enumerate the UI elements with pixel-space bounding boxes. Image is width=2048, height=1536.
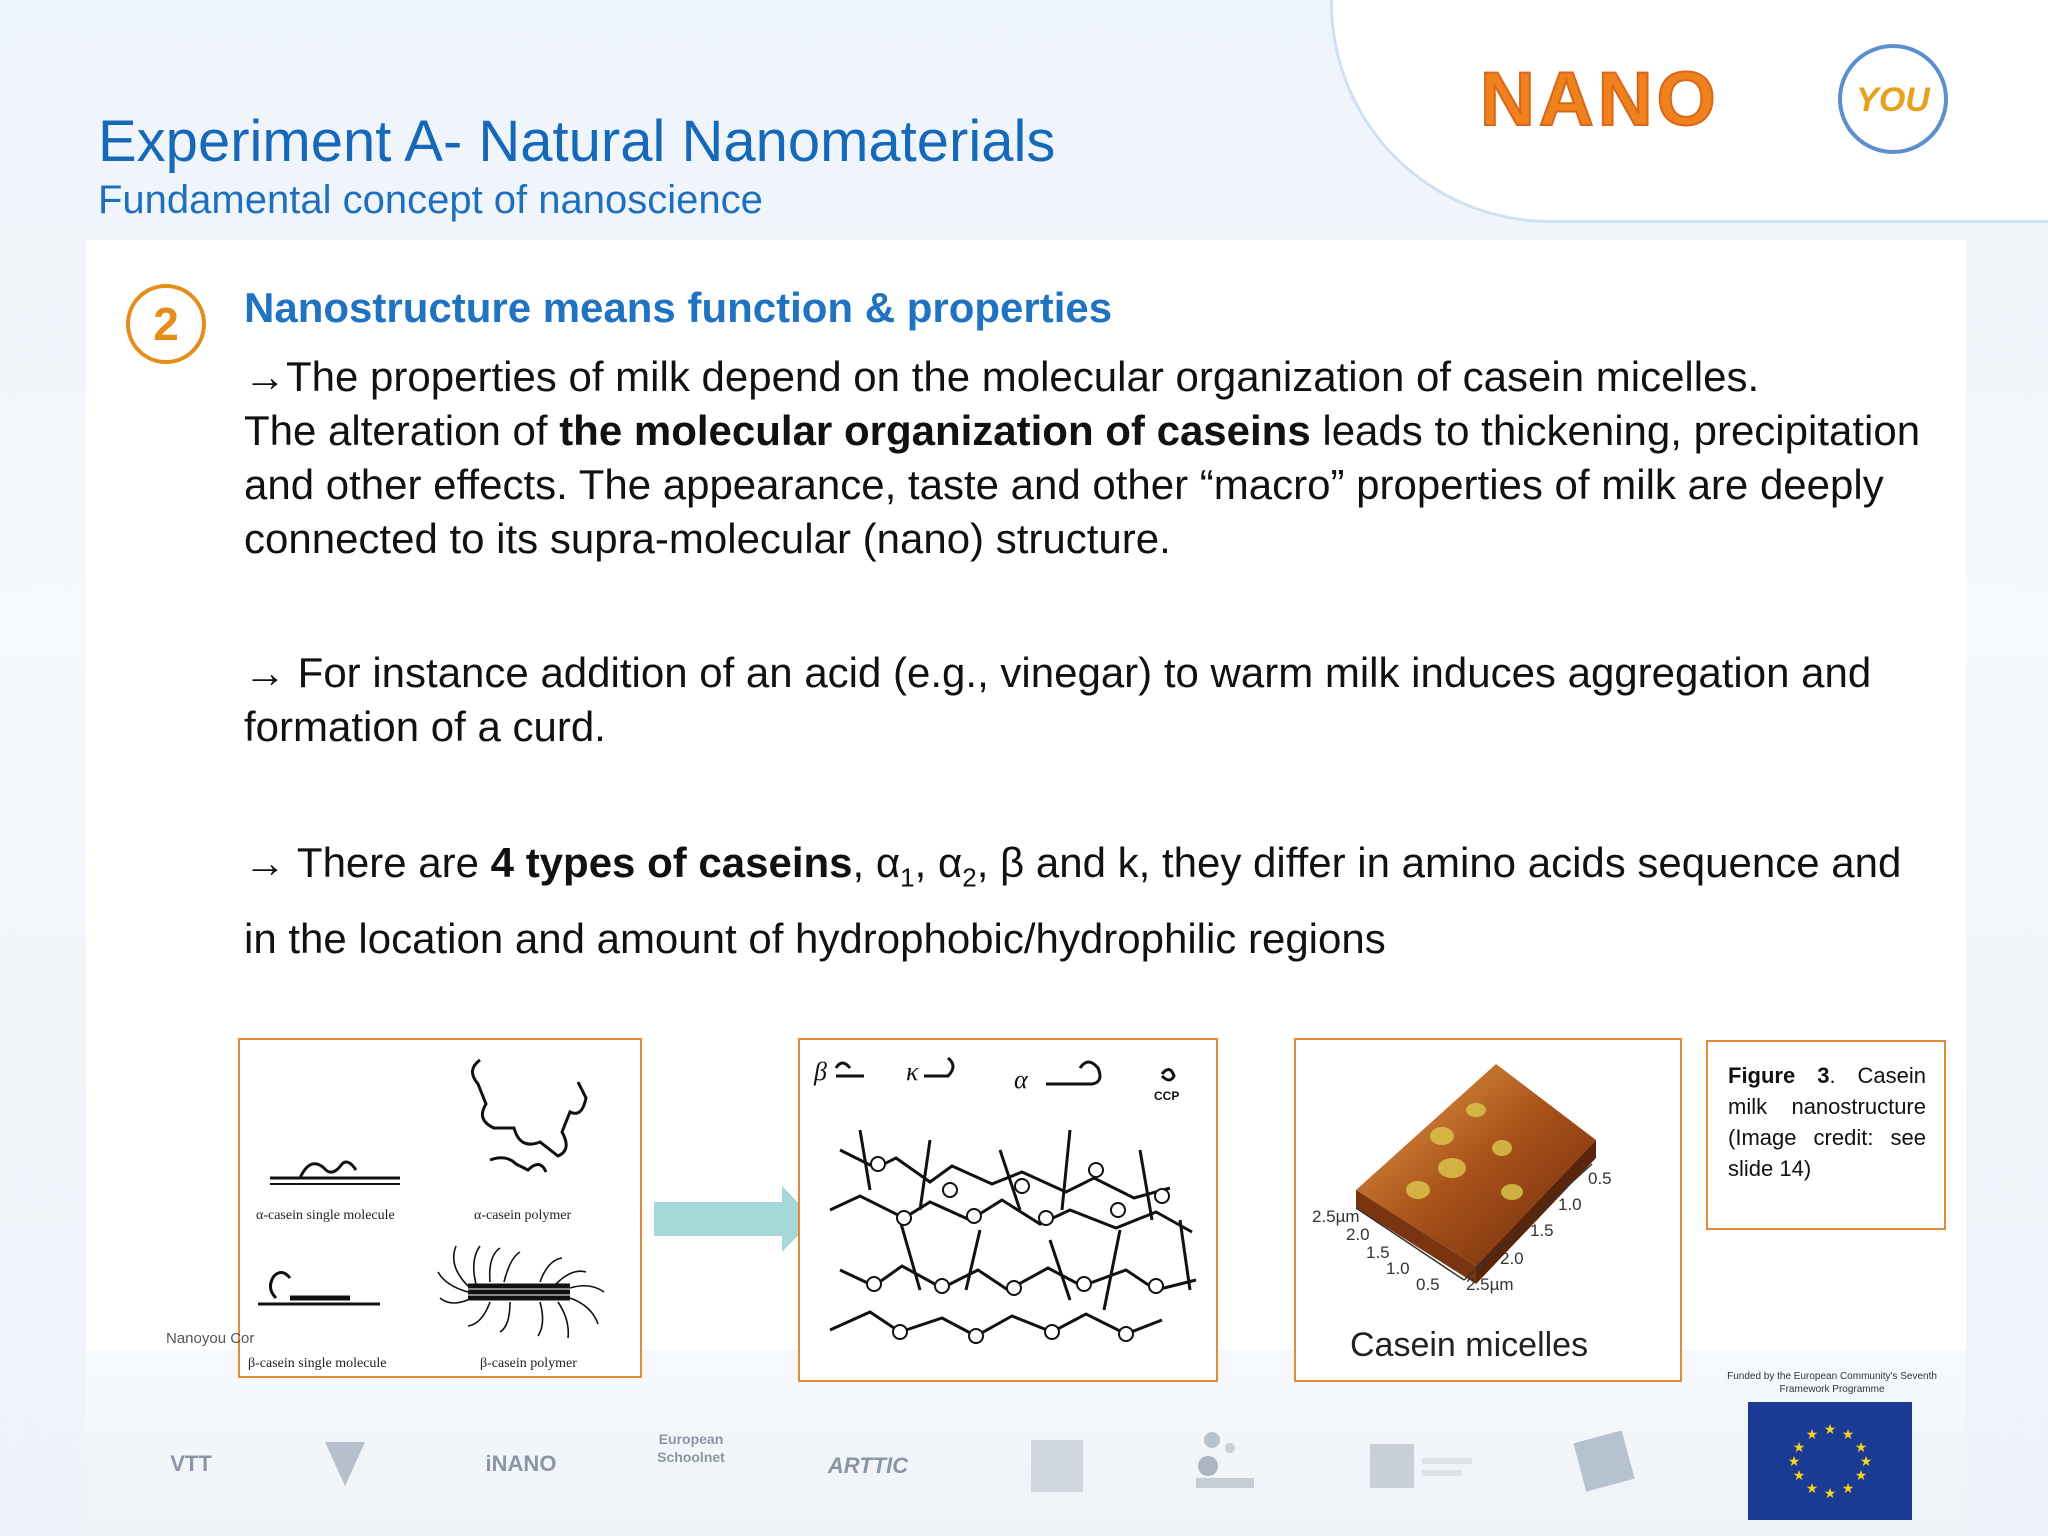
figure-casein-network: [798, 1038, 1218, 1382]
axis-left-4: 0.5: [1416, 1275, 1440, 1294]
eu-flag: [1748, 1402, 1912, 1520]
p3-text-c: , α: [914, 839, 963, 886]
svg-text:★: ★: [1823, 1421, 1837, 1437]
label-beta-polymer: β-casein polymer: [480, 1356, 577, 1371]
p3-sub1: 1: [900, 862, 915, 893]
funded-by-text: Funded by the European Community's Seventh Framework Programme: [1727, 1371, 1937, 1395]
nanoyou-logo: [1480, 44, 1960, 164]
svg-text:★: ★: [1792, 1467, 1806, 1483]
axis-left-3: 1.0: [1386, 1259, 1410, 1278]
legend-ccp: CCP: [1154, 1089, 1180, 1103]
sponsor-logo-arttic: ARTTIC: [827, 1453, 909, 1478]
sponsor-logo-6: [1012, 1436, 1102, 1496]
sponsor-logo-7: [1180, 1426, 1270, 1486]
eu-stars-icon: [1748, 1402, 1912, 1520]
axis-left-0: 2.5µm: [1312, 1207, 1360, 1226]
p1-text-b: leads to thickening, precipitation and other effects. The appearance, taste and other “macro” properties of milk are deeply connected to its supra-molecular (nano) structure.: [244, 407, 1921, 562]
svg-text:★: ★: [1854, 1439, 1868, 1455]
svg-text:★: ★: [1787, 1453, 1801, 1469]
axis-right-4: 2.5µm: [1466, 1275, 1514, 1294]
figure-caption: [1728, 1060, 1926, 1184]
p1-bold: the molecular organization of caseins: [559, 407, 1311, 454]
section-heading: Nanostructure means function & properties: [244, 284, 1113, 331]
arrow-right-icon: [654, 1186, 814, 1252]
page-title: Experiment A- Natural Nanomaterials: [98, 109, 1056, 174]
axis-right-1: 1.0: [1558, 1195, 1582, 1214]
caption-bold: Figure 3: [1728, 1063, 1830, 1088]
sponsor-logo-2: [300, 1436, 390, 1496]
axis-left-2: 1.5: [1366, 1243, 1390, 1262]
square-logo-icon: [1027, 1436, 1087, 1496]
sponsor-logo-schoolnet: European Schoolnet: [657, 1431, 725, 1465]
axis-left-1: 2.0: [1346, 1225, 1370, 1244]
afm-label: Casein micelles: [1350, 1326, 1589, 1364]
logo-brand: NANO: [1480, 57, 1720, 142]
label-alpha-polymer: α-casein polymer: [474, 1208, 572, 1223]
p1-text-a: The alteration of: [244, 407, 560, 454]
section-number: 2: [126, 284, 206, 364]
svg-text:★: ★: [1854, 1467, 1868, 1483]
label-alpha-single: α-casein single molecule: [256, 1208, 395, 1223]
shield-logo-icon: [315, 1436, 375, 1496]
axis-right-2: 1.5: [1530, 1221, 1554, 1240]
sponsor-logo-inano: iNANO: [485, 1451, 557, 1476]
sponsor-logo-vtt: VTT: [170, 1451, 212, 1476]
paragraph-curd: → For instance addition of an acid (e.g., vinegar) to warm milk induces aggregation and formation of a curd.: [244, 649, 1872, 750]
sponsor-logo-8: [1366, 1436, 1476, 1496]
figure-afm-micelles: [1294, 1038, 1682, 1382]
dots-logo-icon: [1190, 1426, 1260, 1496]
p3-bold: 4 types of caseins: [490, 839, 853, 886]
axis-right-3: 2.0: [1500, 1249, 1524, 1268]
svg-text:★: ★: [1823, 1485, 1837, 1501]
legend-beta: β: [814, 1057, 827, 1086]
watermark-text: Nanoyou Cor: [166, 1330, 255, 1347]
svg-text:★: ★: [1805, 1480, 1819, 1496]
figure-caption-box: [1706, 1040, 1946, 1230]
svg-text:★: ★: [1841, 1426, 1855, 1442]
tilted-logo-icon: [1565, 1430, 1645, 1500]
p3-sub2: 2: [962, 862, 977, 893]
axis-right-0: 0.5: [1588, 1169, 1612, 1188]
svg-text:★: ★: [1792, 1439, 1806, 1455]
building-logo-icon: [1366, 1436, 1476, 1496]
page-subtitle: Fundamental concept of nanoscience: [98, 178, 763, 222]
svg-text:★: ★: [1859, 1453, 1873, 1469]
sponsor-logo-9: [1560, 1430, 1650, 1490]
figure-casein-molecules: [238, 1038, 642, 1378]
svg-text:★: ★: [1805, 1426, 1819, 1442]
paragraph-casein-types: [244, 832, 1934, 970]
p1-line1: →The properties of milk depend on the molecular organization of casein micelles.: [244, 353, 1760, 400]
svg-text:★: ★: [1841, 1480, 1855, 1496]
label-beta-single: β-casein single molecule: [248, 1356, 387, 1371]
caption-text: . Casein milk nanostructure (Image credit: see slide 14): [1728, 1063, 1926, 1181]
legend-alpha: α: [1014, 1065, 1028, 1094]
logo-you-badge: YOU: [1838, 44, 1948, 154]
p3-text-a: → There are: [244, 839, 491, 886]
p3-text-b: , α: [852, 839, 901, 886]
casein-network-drawing: [800, 1040, 1216, 1380]
p3-text-d: , β and k, they differ in amino acids sequence and in the location and amount of hydrophobic/hydrophilic regions: [244, 839, 1902, 963]
legend-kappa: κ: [906, 1057, 919, 1086]
paragraph-properties: [244, 350, 1934, 566]
